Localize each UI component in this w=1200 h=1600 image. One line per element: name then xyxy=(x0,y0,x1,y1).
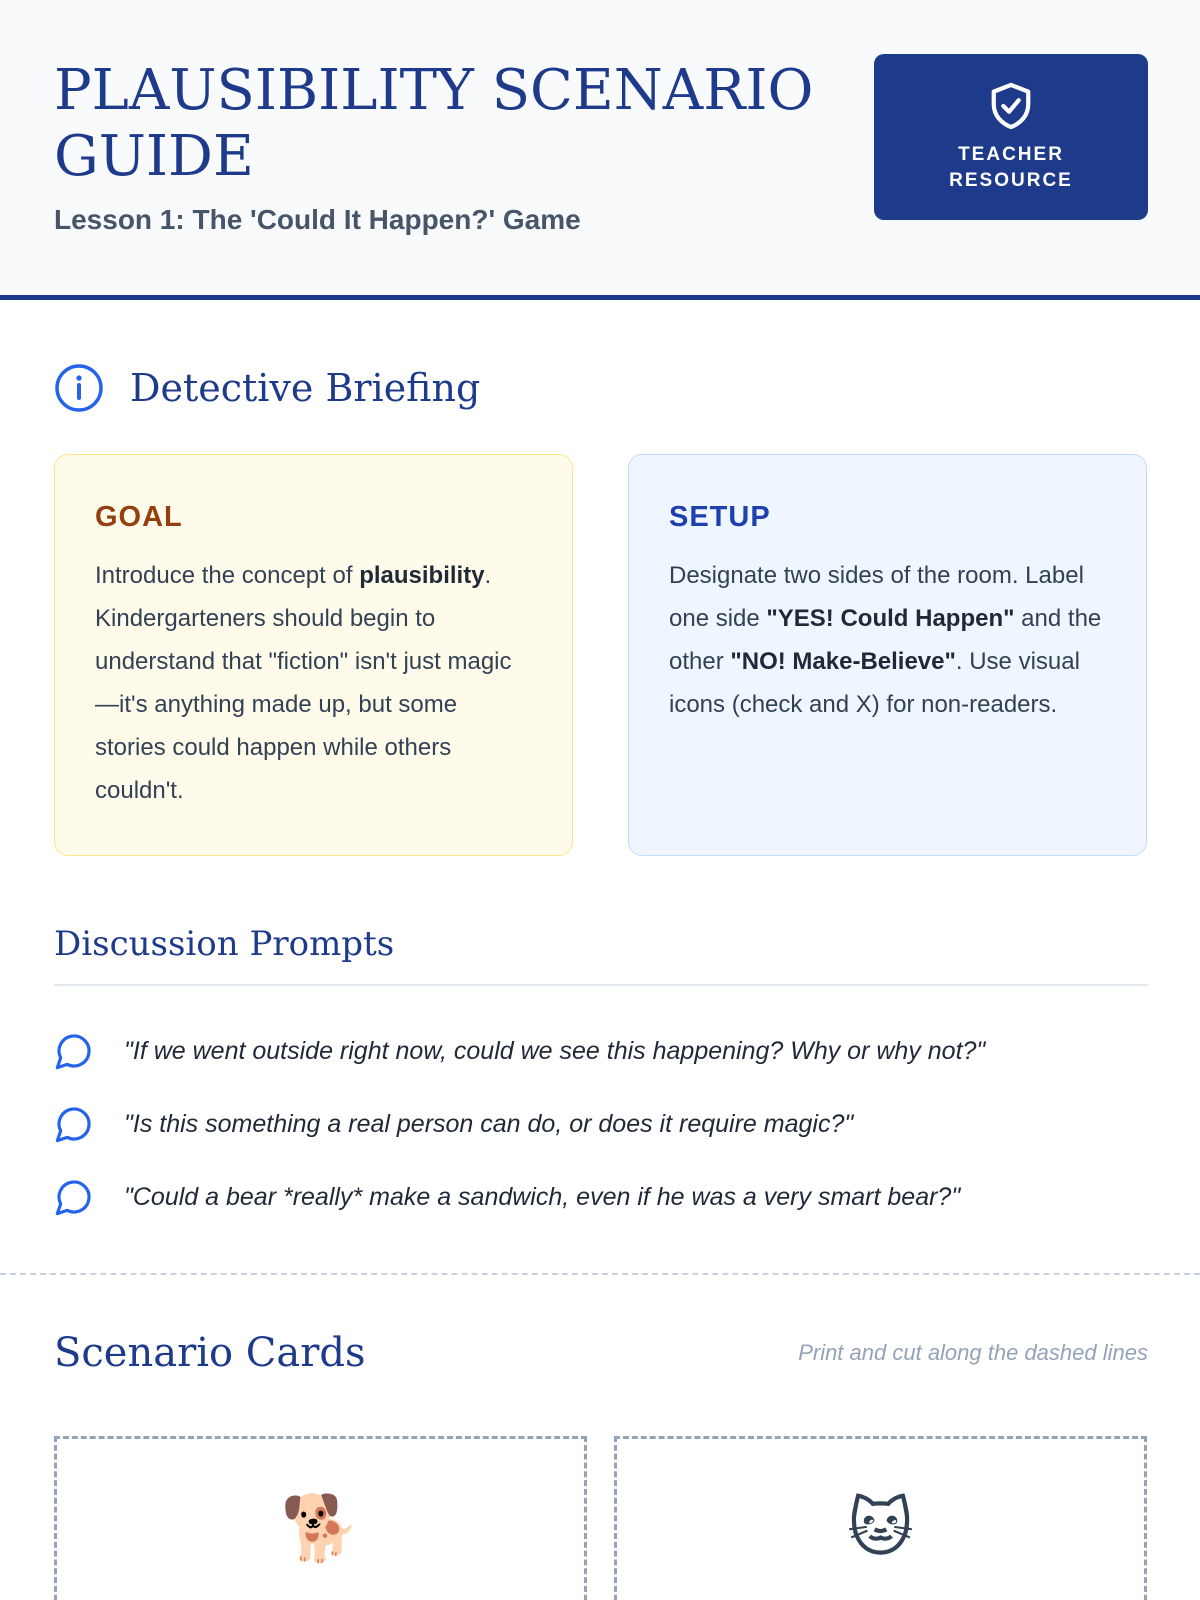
detective-briefing-heading xyxy=(54,360,480,416)
discussion-prompts-heading: Discussion Prompts xyxy=(54,924,395,964)
prompt-text: "Could a bear *really* make a sandwich, even if he was a very smart bear?" xyxy=(124,1182,961,1211)
cut-instructions-note: Print and cut along the dashed lines xyxy=(798,1340,1148,1365)
setup-card xyxy=(628,454,1147,856)
discussion-prompt xyxy=(54,1174,960,1220)
badge-line-1: TEACHER xyxy=(958,144,1064,165)
speech-bubble-icon xyxy=(54,1177,94,1217)
cat-icon: 🐱 xyxy=(847,1492,914,1564)
discussion-prompt xyxy=(54,1028,985,1074)
dog-icon: 🐕 xyxy=(280,1492,361,1564)
speech-bubble-icon xyxy=(54,1104,94,1144)
speech-bubble-icon xyxy=(54,1031,94,1071)
info-icon xyxy=(54,363,104,413)
shield-check-icon xyxy=(988,80,1034,132)
scenario-card-dog xyxy=(54,1436,587,1600)
discussion-prompt xyxy=(54,1101,853,1147)
badge-label xyxy=(874,142,1148,194)
cut-line xyxy=(0,1273,1200,1275)
teacher-resource-badge xyxy=(874,54,1148,220)
prompt-text: "If we went outside right now, could we see this happening? Why or why not?" xyxy=(124,1036,986,1065)
goal-title: GOAL xyxy=(95,501,183,533)
page-header xyxy=(0,0,1200,300)
scenario-cards-heading: Scenario Cards xyxy=(54,1330,366,1376)
page-title: PLAUSIBILITY SCENARIO GUIDE xyxy=(54,58,814,189)
scenario-card-cat xyxy=(614,1436,1147,1600)
section-title: Detective Briefing xyxy=(130,366,481,410)
divider xyxy=(54,984,1148,986)
page-subtitle: Lesson 1: The 'Could It Happen?' Game xyxy=(54,204,581,235)
setup-title: SETUP xyxy=(669,501,771,533)
prompt-text: "Is this something a real person can do, or does it require magic?" xyxy=(124,1109,854,1138)
goal-body: Introduce the concept of plausibility. Kindergarteners should begin to understand that "fiction" isn't just magic—it's anything made up, but some stories could happen while others couldn't. xyxy=(95,562,512,804)
badge-line-2: RESOURCE xyxy=(949,170,1073,191)
goal-card xyxy=(54,454,573,856)
setup-body: Designate two sides of the room. Label one side "YES! Could Happen" and the other "NO! Make-Believe". Use visual icons (check and X) for non-readers. xyxy=(669,562,1102,718)
